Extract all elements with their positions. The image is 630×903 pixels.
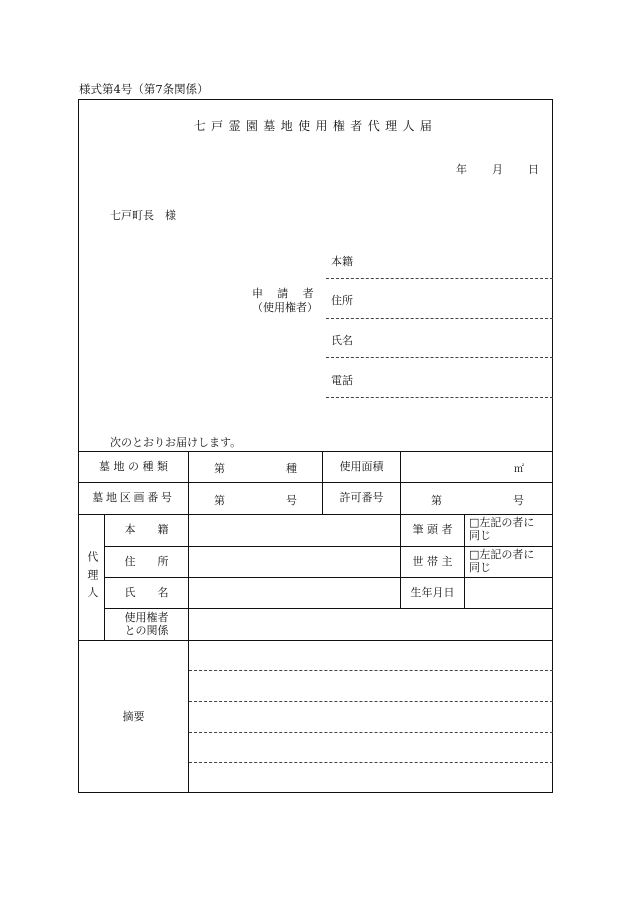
same-as-left-checkbox-1[interactable] (469, 516, 534, 542)
grave-type-prefix: 第 (214, 462, 225, 475)
area-label: 使用面積 (339, 459, 384, 473)
grave-col1 (188, 451, 189, 514)
date-month-label: 月 (492, 163, 503, 176)
same-as-left-text-1b: 同じ (469, 529, 491, 543)
permit-prefix: 第 (431, 494, 442, 507)
permit-number-label: 許可番号 (339, 491, 384, 505)
agent-address-label: 住 所 (124, 554, 169, 568)
remarks-col (188, 640, 189, 793)
plot-number-label: 墓地区画番号 (92, 491, 175, 505)
applicant-domicile-label: 本籍 (331, 255, 353, 268)
applicant-phone-label: 電話 (331, 374, 353, 387)
remarks-line1[interactable] (189, 670, 553, 671)
remarks-line4[interactable] (189, 762, 553, 763)
form-number-label: 様式第4号（第7条関係） (79, 82, 209, 96)
agent-relation-line2: との関係 (124, 623, 169, 637)
birthdate-label: 生年月日 (410, 585, 455, 599)
addressee: 七戸町長 様 (110, 209, 176, 222)
agent-col4 (464, 514, 465, 608)
grave-type-suffix: 種 (286, 462, 297, 475)
same-as-left-text-2a: □左記の者に (469, 548, 535, 561)
grave-type-label: 墓 地 の 種 類 (99, 459, 168, 473)
applicant-label-line2: （使用権者） (252, 301, 318, 314)
applicant-name-label: 氏名 (331, 334, 353, 347)
household-head-label: 筆 頭 者 (412, 523, 453, 537)
remarks-label: 摘要 (122, 709, 145, 723)
agent-name-label: 氏 名 (124, 585, 169, 599)
grave-col3 (400, 451, 401, 514)
form-title: 七戸霊園墓地使用権者代理人届 (193, 119, 438, 133)
applicant-address-line[interactable] (326, 318, 553, 319)
householder-label: 世 帯 主 (412, 554, 453, 568)
applicant-address-label: 住所 (331, 294, 353, 307)
remarks-line2[interactable] (189, 701, 553, 702)
applicant-name-line[interactable] (326, 357, 553, 358)
agent-relation-line1: 使用権者 (124, 610, 169, 624)
same-as-left-text-2b: 同じ (469, 561, 491, 575)
area-unit: ㎡ (514, 464, 524, 475)
agent-relation-label (105, 609, 188, 640)
applicant-domicile-line[interactable] (326, 278, 553, 279)
date-day-label: 日 (528, 163, 539, 176)
agent-domicile-label: 本 籍 (124, 523, 169, 537)
plot-suffix: 号 (286, 494, 297, 507)
same-as-left-text-1a: □左記の者に (469, 516, 535, 529)
plot-prefix: 第 (214, 494, 225, 507)
remarks-line3[interactable] (189, 732, 553, 733)
applicant-label-line1: 申 請 者 (252, 287, 316, 300)
notice-text: 次のとおりお届けします。 (110, 436, 242, 449)
applicant-phone-line[interactable] (326, 397, 553, 398)
same-as-left-checkbox-2[interactable] (469, 548, 534, 574)
date-year-label: 年 (456, 163, 467, 176)
agent-label: 代理人 (85, 550, 99, 604)
permit-suffix: 号 (513, 494, 524, 507)
